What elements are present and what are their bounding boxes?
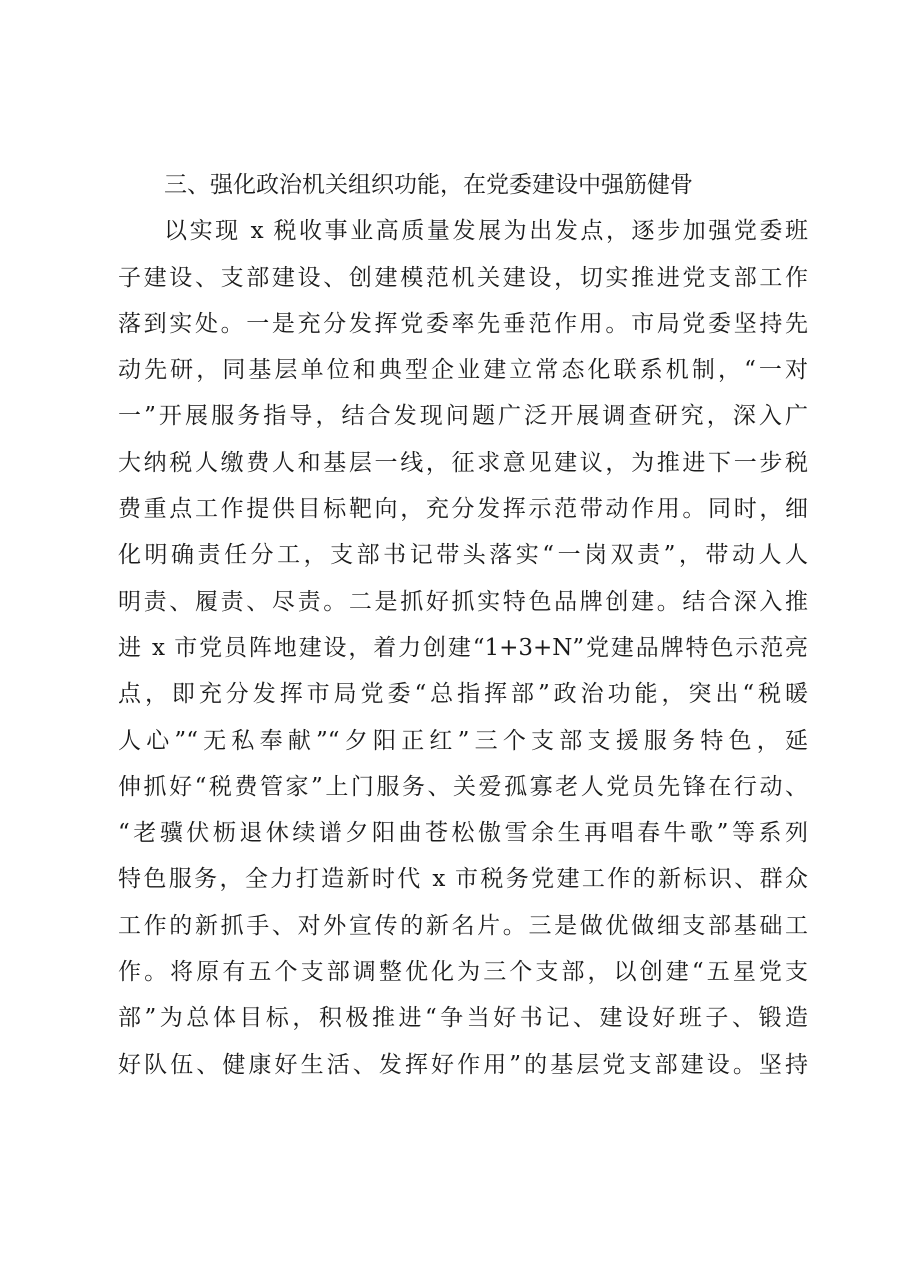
- paragraph-line: 落到实处。一是充分发挥党委率先垂范作用。市局党委坚持先: [118, 310, 808, 337]
- paragraph-line: 特色服务，全力打造新时代 x 市税务党建工作的新标识、群众: [118, 866, 808, 893]
- paragraph-line: 费重点工作提供目标靶向，充分发挥示范带动作用。同时，细: [118, 496, 808, 523]
- paragraph-line: 动先研，同基层单位和典型企业建立常态化联系机制，“一对: [118, 357, 808, 384]
- paragraph-line: 好队伍、健康好生活、发挥好作用”的基层党支部建设。坚持: [118, 1051, 808, 1078]
- paragraph-line: 作。将原有五个支部调整优化为三个支部，以创建“五星党支: [118, 959, 808, 986]
- section-heading: 三、强化政治机关组织功能，在党委建设中强筋健骨: [164, 172, 693, 198]
- paragraph-line: 一”开展服务指导，结合发现问题广泛开展调查研究，深入广: [118, 403, 808, 430]
- paragraph-line: 明责、履责、尽责。二是抓好抓实特色品牌创建。结合深入推: [118, 588, 808, 615]
- paragraph-line: 工作的新抓手、对外宣传的新名片。三是做优做细支部基础工: [118, 912, 808, 939]
- paragraph-line: 进 x 市党员阵地建设，着力创建“1+3+N”党建品牌特色示范亮: [118, 634, 808, 661]
- paragraph-line: 化明确责任分工，支部书记带头落实“一岗双责”，带动人人: [118, 542, 808, 569]
- paragraph-line: 以实现 x 税收事业高质量发展为出发点，逐步加强党委班: [164, 218, 808, 245]
- paragraph-line: 子建设、支部建设、创建模范机关建设，切实推进党支部工作: [118, 264, 808, 291]
- paragraph-line: 人心”“无私奉献”“夕阳正红”三个支部支援服务特色，延: [118, 727, 808, 754]
- document-body: [118, 162, 808, 1088]
- paragraph-line: 伸抓好“税费管家”上门服务、关爱孤寡老人党员先锋在行动、: [118, 773, 808, 800]
- paragraph-line: 点，即充分发挥市局党委“总指挥部”政治功能，突出“税暖: [118, 681, 808, 708]
- paragraph-line: 大纳税人缴费人和基层一线，征求意见建议，为推进下一步税: [118, 449, 808, 476]
- paragraph-line: 部”为总体目标，积极推进“争当好书记、建设好班子、锻造: [118, 1005, 808, 1032]
- paragraph-line: “老骥伏枥退休续谱夕阳曲苍松傲雪余生再唱春牛歌”等系列: [118, 820, 808, 847]
